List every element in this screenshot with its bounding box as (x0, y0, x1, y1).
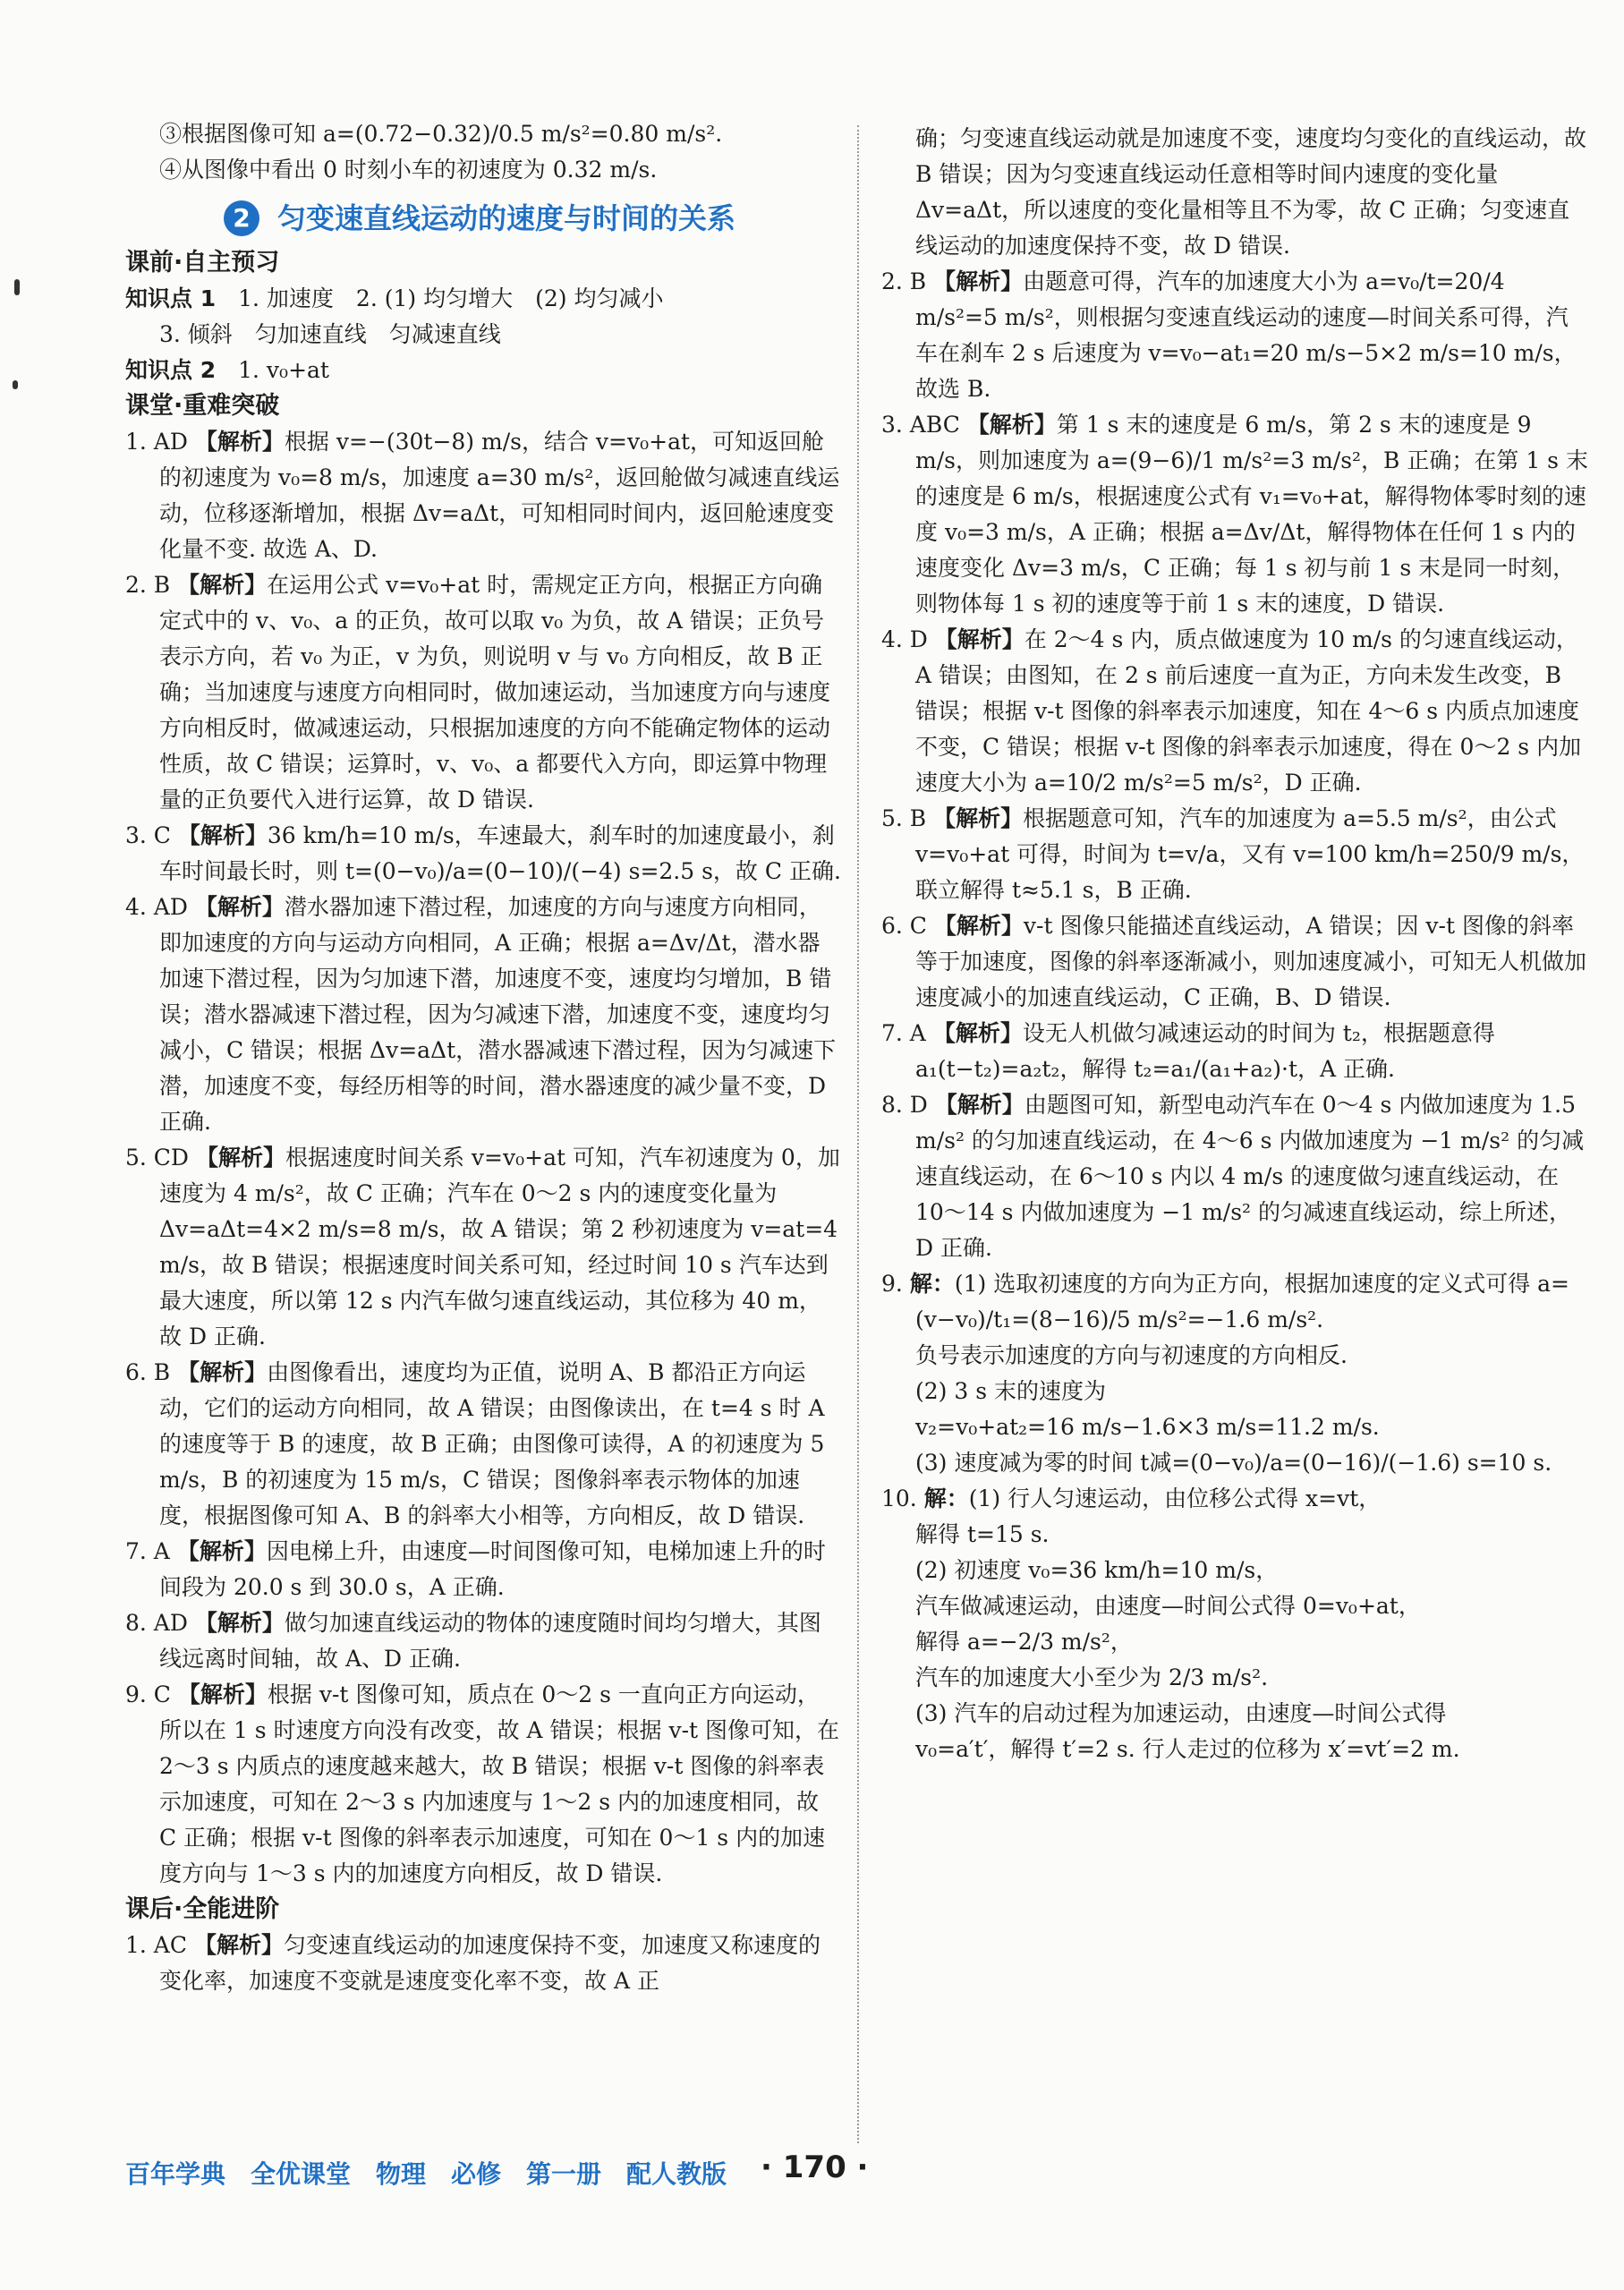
heading-after-class: 课后·全能进阶 (125, 1895, 280, 1923)
solution-line: 解得 a=−2/3 m/s²， (915, 1629, 1133, 1655)
book-series-footer: 百年学典 全优课堂 物理 必修 第一册 配人教版 (125, 2159, 727, 2189)
section-title: 匀变速直线运动的速度与时间的关系 (277, 201, 736, 235)
solution-line: 汽车做减速运动，由速度—时间公式得 0=v₀+at， (915, 1593, 1421, 1619)
answer-item (125, 567, 841, 818)
analysis-tag: 【解析】 (194, 894, 285, 920)
solution-line: 负号表示加速度的方向与初速度的方向相反. (915, 1342, 1348, 1368)
kp2-label: 知识点 2 (125, 357, 217, 383)
answer-text: 做匀加速直线运动的物体的速度随时间均匀增大，其图线远离时间轴，故 A、D 正确. (159, 1610, 821, 1672)
answer-item (125, 1140, 841, 1355)
analysis-tag: 【解析】 (194, 429, 285, 455)
answer-item (881, 1087, 1588, 1266)
knowledge-point-1 (125, 281, 841, 317)
analysis-tag: 【解析】 (933, 805, 1024, 831)
analysis-tag: 【解析】 (933, 268, 1024, 294)
answer-number: 3. ABC (881, 412, 960, 438)
solution-line: (3) 速度减为零的时间 t减=(0−v₀)/a=(0−16)/(−1.6) s=10 s. (915, 1450, 1552, 1476)
answer-number: 7. A (125, 1538, 170, 1564)
answer-number: 3. C (125, 822, 171, 848)
solution-number: 9. (881, 1271, 903, 1297)
answer-item (125, 424, 841, 567)
answer-item (125, 890, 841, 1140)
kp2-text: 1. v₀+at (238, 357, 329, 383)
scan-mark (14, 279, 20, 295)
answer-text: 在 2～4 s 内，质点做速度为 10 m/s 的匀速直线运动，A 错误；由图知，在 2 s 前后速度一直为正，方向未发生改变，B 错误；根据 v-t 图像的斜率表示加速度，知在 4～6 s 内质点加速度不变，C 错误；根据 v-t 图像的斜率表示加速度，得在 0～2 s 内加速度大小为 a=10/2 m/s²=5 m/s²，D 正确. (915, 626, 1582, 796)
solution-line: v₀=a′t′，解得 t′=2 s. 行人走过的位移为 x′=vt′=2 m. (915, 1736, 1460, 1762)
answer-text: 第 1 s 末的速度是 6 m/s，第 2 s 末的速度是 9 m/s，则加速度为 a=(9−6)/1 m/s²=3 m/s²，B 正确；在第 1 s 末的速度是 6 m/s，根据速度公式有 v₁=v₀+at，解得物体零时刻的速度 v₀=3 m/s，A 正确；根据 a=Δv/Δt，解得物体在任何 1 s 内的速度变化 Δv=3 m/s，C 正确；每 1 s 初与前 1 s 末是同一时刻，则物体每 1 s 初的速度等于前 1 s 末的速度，D 错误. (915, 412, 1588, 617)
answer-number: 5. B (881, 805, 927, 831)
page-number: · 170 · (761, 2150, 869, 2185)
answer-item (881, 264, 1588, 407)
kp1-text-b: 3. 倾斜 匀加速直线 匀减速直线 (159, 321, 501, 347)
analysis-tag: 【解析】 (193, 1932, 284, 1958)
analysis-tag: 【解析】 (177, 822, 268, 848)
solution-label: 解： (909, 1271, 955, 1297)
answer-number: 9. C (125, 1681, 171, 1707)
analysis-tag: 【解析】 (177, 1681, 268, 1707)
answer-number: 4. AD (125, 894, 188, 920)
answer-number: 1. AC (125, 1932, 187, 1958)
knowledge-point-2 (125, 353, 841, 388)
heading-classroom: 课堂·重难突破 (125, 392, 280, 420)
answer-text: 匀变速直线运动的加速度保持不变，加速度又称速度的变化率，加速度不变就是速度变化率不变，故 A 正 (159, 1932, 821, 1994)
column-divider (857, 125, 859, 2143)
answer-text: 潜水器加速下潜过程，加速度的方向与速度方向相同，即加速度的方向与运动方向相同，A 正确；根据 a=Δv/Δt，潜水器加速下潜过程，因为匀加速下潜，加速度不变，速度均匀增加，B 错误；潜水器减速下潜过程，因为匀减速下潜，加速度不变，速度均匀减小，C 错误；根据 Δv=aΔt，潜水器减速下潜过程，因为匀减速下潜，加速度不变，每经历相等的时间，潜水器速度的减少量不变，D 正确. (159, 894, 837, 1135)
answer-number: 7. A (881, 1020, 926, 1046)
answer-number: 6. C (881, 913, 927, 939)
answer-number: 2. B (881, 268, 927, 294)
solution-line: (1) 行人匀速运动，由位移公式得 x=vt， (968, 1486, 1382, 1511)
answer-item (125, 1355, 841, 1534)
answer-text: 因电梯上升，由速度—时间图像可知，电梯加速上升的时间段为 20.0 s 到 30.0 s，A 正确. (159, 1538, 826, 1600)
scan-mark (13, 380, 18, 389)
answer-item (125, 1605, 841, 1677)
answer-number: 8. D (881, 1092, 928, 1118)
answer-text: 根据速度时间关系 v=v₀+at 可知，汽车初速度为 0，加速度为 4 m/s²，故 C 正确；汽车在 0～2 s 内的速度变化量为 Δv=aΔt=4×2 m/s=8 m/s，故 A 错误；第 2 秒初速度为 v=at=4 m/s，故 B 错误；根据速度时间关系可知，经过时间 10 s 汽车达到最大速度，所以第 12 s 内汽车做匀速直线运动，其位移为 40 m，故 D 正确. (159, 1145, 840, 1349)
section-number-badge: 2 (224, 200, 259, 236)
answer-item (881, 1016, 1588, 1087)
solution-line: (3) 汽车的启动过程为加速运动，由速度—时间公式得 (915, 1700, 1447, 1726)
solution-line: v₂=v₀+at₂=16 m/s−1.6×3 m/s=11.2 m/s. (915, 1414, 1380, 1440)
right-column (881, 121, 1588, 1767)
answer-item (881, 622, 1588, 801)
answer-item (125, 1677, 841, 1892)
answer-text: 根据题意可知，汽车的加速度为 a=5.5 m/s²，由公式 v=v₀+at 可得，时间为 t=v/a，又有 v=100 km/h=250/9 m/s，联立解得 t≈5.1 s，B 正确. (915, 805, 1585, 903)
solution-label: 解： (923, 1486, 969, 1511)
answer-item (125, 1534, 841, 1605)
answer-number: 2. B (125, 572, 171, 598)
answer-text: 36 km/h=10 m/s，车速最大，刹车时的加速度最小，刹车时间最长时，则 t=(0−v₀)/a=(0−10)/(−4) s=2.5 s，故 C 正确. (159, 822, 841, 884)
answer-item (881, 801, 1588, 908)
answer-text: 根据 v=−(30t−8) m/s，结合 v=v₀+at，可知返回舱的初速度为 v₀=8 m/s，加速度 a=30 m/s²，返回舱做匀减速直线运动，位移逐渐增加，根据 Δv=aΔt，可知相同时间内，返回舱速度变化量不变. 故选 A、D. (159, 429, 840, 562)
solution-10 (881, 1481, 1588, 1517)
analysis-tag: 【解析】 (934, 626, 1025, 652)
left-column (125, 116, 841, 1999)
section-header (224, 200, 841, 236)
answer-item (125, 1928, 841, 1999)
analysis-tag: 【解析】 (177, 1359, 268, 1385)
analysis-tag: 【解析】 (195, 1145, 285, 1171)
answer-number: 4. D (881, 626, 928, 652)
answer-item (125, 818, 841, 890)
answer-number: 6. B (125, 1359, 171, 1385)
solution-line: 解得 t=15 s. (915, 1521, 1050, 1547)
analysis-tag: 【解析】 (176, 1538, 267, 1564)
analysis-tag: 【解析】 (932, 1020, 1023, 1046)
answer-item (881, 407, 1588, 622)
answer-number: 8. AD (125, 1610, 188, 1636)
analysis-tag: 【解析】 (177, 572, 268, 598)
answer-text: 设无人机做匀减速运动的时间为 t₂，根据题意得 a₁(t−t₂)=a₂t₂，解得 t₂=a₁/(a₁+a₂)·t，A 正确. (915, 1020, 1495, 1082)
solution-line: (2) 初速度 v₀=36 km/h=10 m/s， (915, 1557, 1279, 1583)
heading-pre-study: 课前·自主预习 (125, 249, 280, 277)
kp1-label: 知识点 1 (125, 285, 217, 311)
answer-text: 由题图可知，新型电动汽车在 0～4 s 内做加速度为 1.5 m/s² 的匀加速直线运动，在 4～6 s 内做加速度为 −1 m/s² 的匀减速直线运动，在 6～10 s 内以 4 m/s 的速度做匀速直线运动，在 10～14 s 内做加速度为 −1 m/s² 的匀减速直线运动，综上所述，D 正确. (915, 1092, 1585, 1261)
answer-item (881, 908, 1588, 1016)
continued-text: 确；匀变速直线运动就是加速度不变，速度均匀变化的直线运动，故 B 错误；因为匀变速直线运动任意相等时间内速度的变化量 Δv=aΔt，所以速度的变化量相等且不为零，故 C 正确；匀变速直线运动的加速度保持不变，故 D 错误. (915, 125, 1587, 259)
solution-line: (2) 3 s 末的速度为 (915, 1378, 1106, 1404)
solution-line: 汽车的加速度大小至少为 2/3 m/s². (915, 1664, 1269, 1690)
analysis-tag: 【解析】 (933, 913, 1024, 939)
analysis-tag: 【解析】 (194, 1610, 285, 1636)
answer-text: 由题意可得，汽车的加速度大小为 a=v₀/t=20/4 m/s²=5 m/s²，则根据匀变速直线运动的速度—时间关系可得，汽车在刹车 2 s 后速度为 v=v₀−at₁=20 m/s−5×2 m/s=10 m/s，故选 B. (915, 268, 1577, 402)
solution-number: 10. (881, 1486, 917, 1511)
answer-text: 根据 v-t 图像可知，质点在 0～2 s 一直向正方向运动，所以在 1 s 时速度方向没有改变，故 A 错误；根据 v-t 图像可知，在 2～3 s 内质点的速度越来越大，故 B 错误；根据 v-t 图像的斜率表示加速度，可知在 2～3 s 内加速度与 1～2 s 内的加速度相同，故 C 正确；根据 v-t 图像的斜率表示加速度，可知在 0～1 s 内的加速度方向与 1～3 s 内的加速度方向相反，故 D 错误. (159, 1681, 840, 1886)
analysis-tag: 【解析】 (934, 1092, 1025, 1118)
answer-text: 在运用公式 v=v₀+at 时，需规定正方向，根据正方向确定式中的 v、v₀、a 的正负，故可以取 v₀ 为负，故 A 错误；正负号表示方向，若 v₀ 为正，v 为负，则说明 v 与 v₀ 方向相反，故 B 正确；当加速度与速度方向相同时，做加速运动，当加速度方向与速度方向相反时，做减速运动，只根据加速度的方向不能确定物体的运动性质，故 C 错误；运算时，v、v₀、a 都要代入方向，即运算中物理量的正负要代入进行运算，故 D 错误. (159, 572, 831, 813)
analysis-tag: 【解析】 (966, 412, 1057, 438)
answer-number: 5. CD (125, 1145, 189, 1171)
answer-text: 由图像看出，速度均为正值，说明 A、B 都沿正方向运动，它们的运动方向相同，故 A 错误；由图像读出，在 t=4 s 时 A 的速度等于 B 的速度，故 B 正确；由图像可读得，A 的初速度为 5 m/s，B 的初速度为 15 m/s，C 错误；图像斜率表示物体的加速度，根据图像可知 A、B 的斜率大小相等，方向相反，故 D 错误. (159, 1359, 825, 1528)
solution-line: (1) 选取初速度的方向为正方向，根据加速度的定义式可得 a=(v−v₀)/t₁=(8−16)/5 m/s²=−1.6 m/s². (915, 1271, 1569, 1332)
answer-number: 1. AD (125, 429, 188, 455)
pre-line-1: ③根据图像可知 a=(0.72−0.32)/0.5 m/s²=0.80 m/s². (159, 121, 723, 147)
pre-line-2: ④从图像中看出 0 时刻小车的初速度为 0.32 m/s. (159, 157, 658, 183)
kp1-text-a: 1. 加速度 2. (1) 均匀增大 (2) 均匀减小 (238, 285, 664, 311)
answer-text: v-t 图像只能描述直线运动，A 错误；因 v-t 图像的斜率等于加速度，图像的斜率逐渐减小，则加速度减小，可知无人机做加速度减小的加速直线运动，C 正确，B、D 错误. (915, 913, 1587, 1010)
solution-9 (881, 1266, 1588, 1338)
